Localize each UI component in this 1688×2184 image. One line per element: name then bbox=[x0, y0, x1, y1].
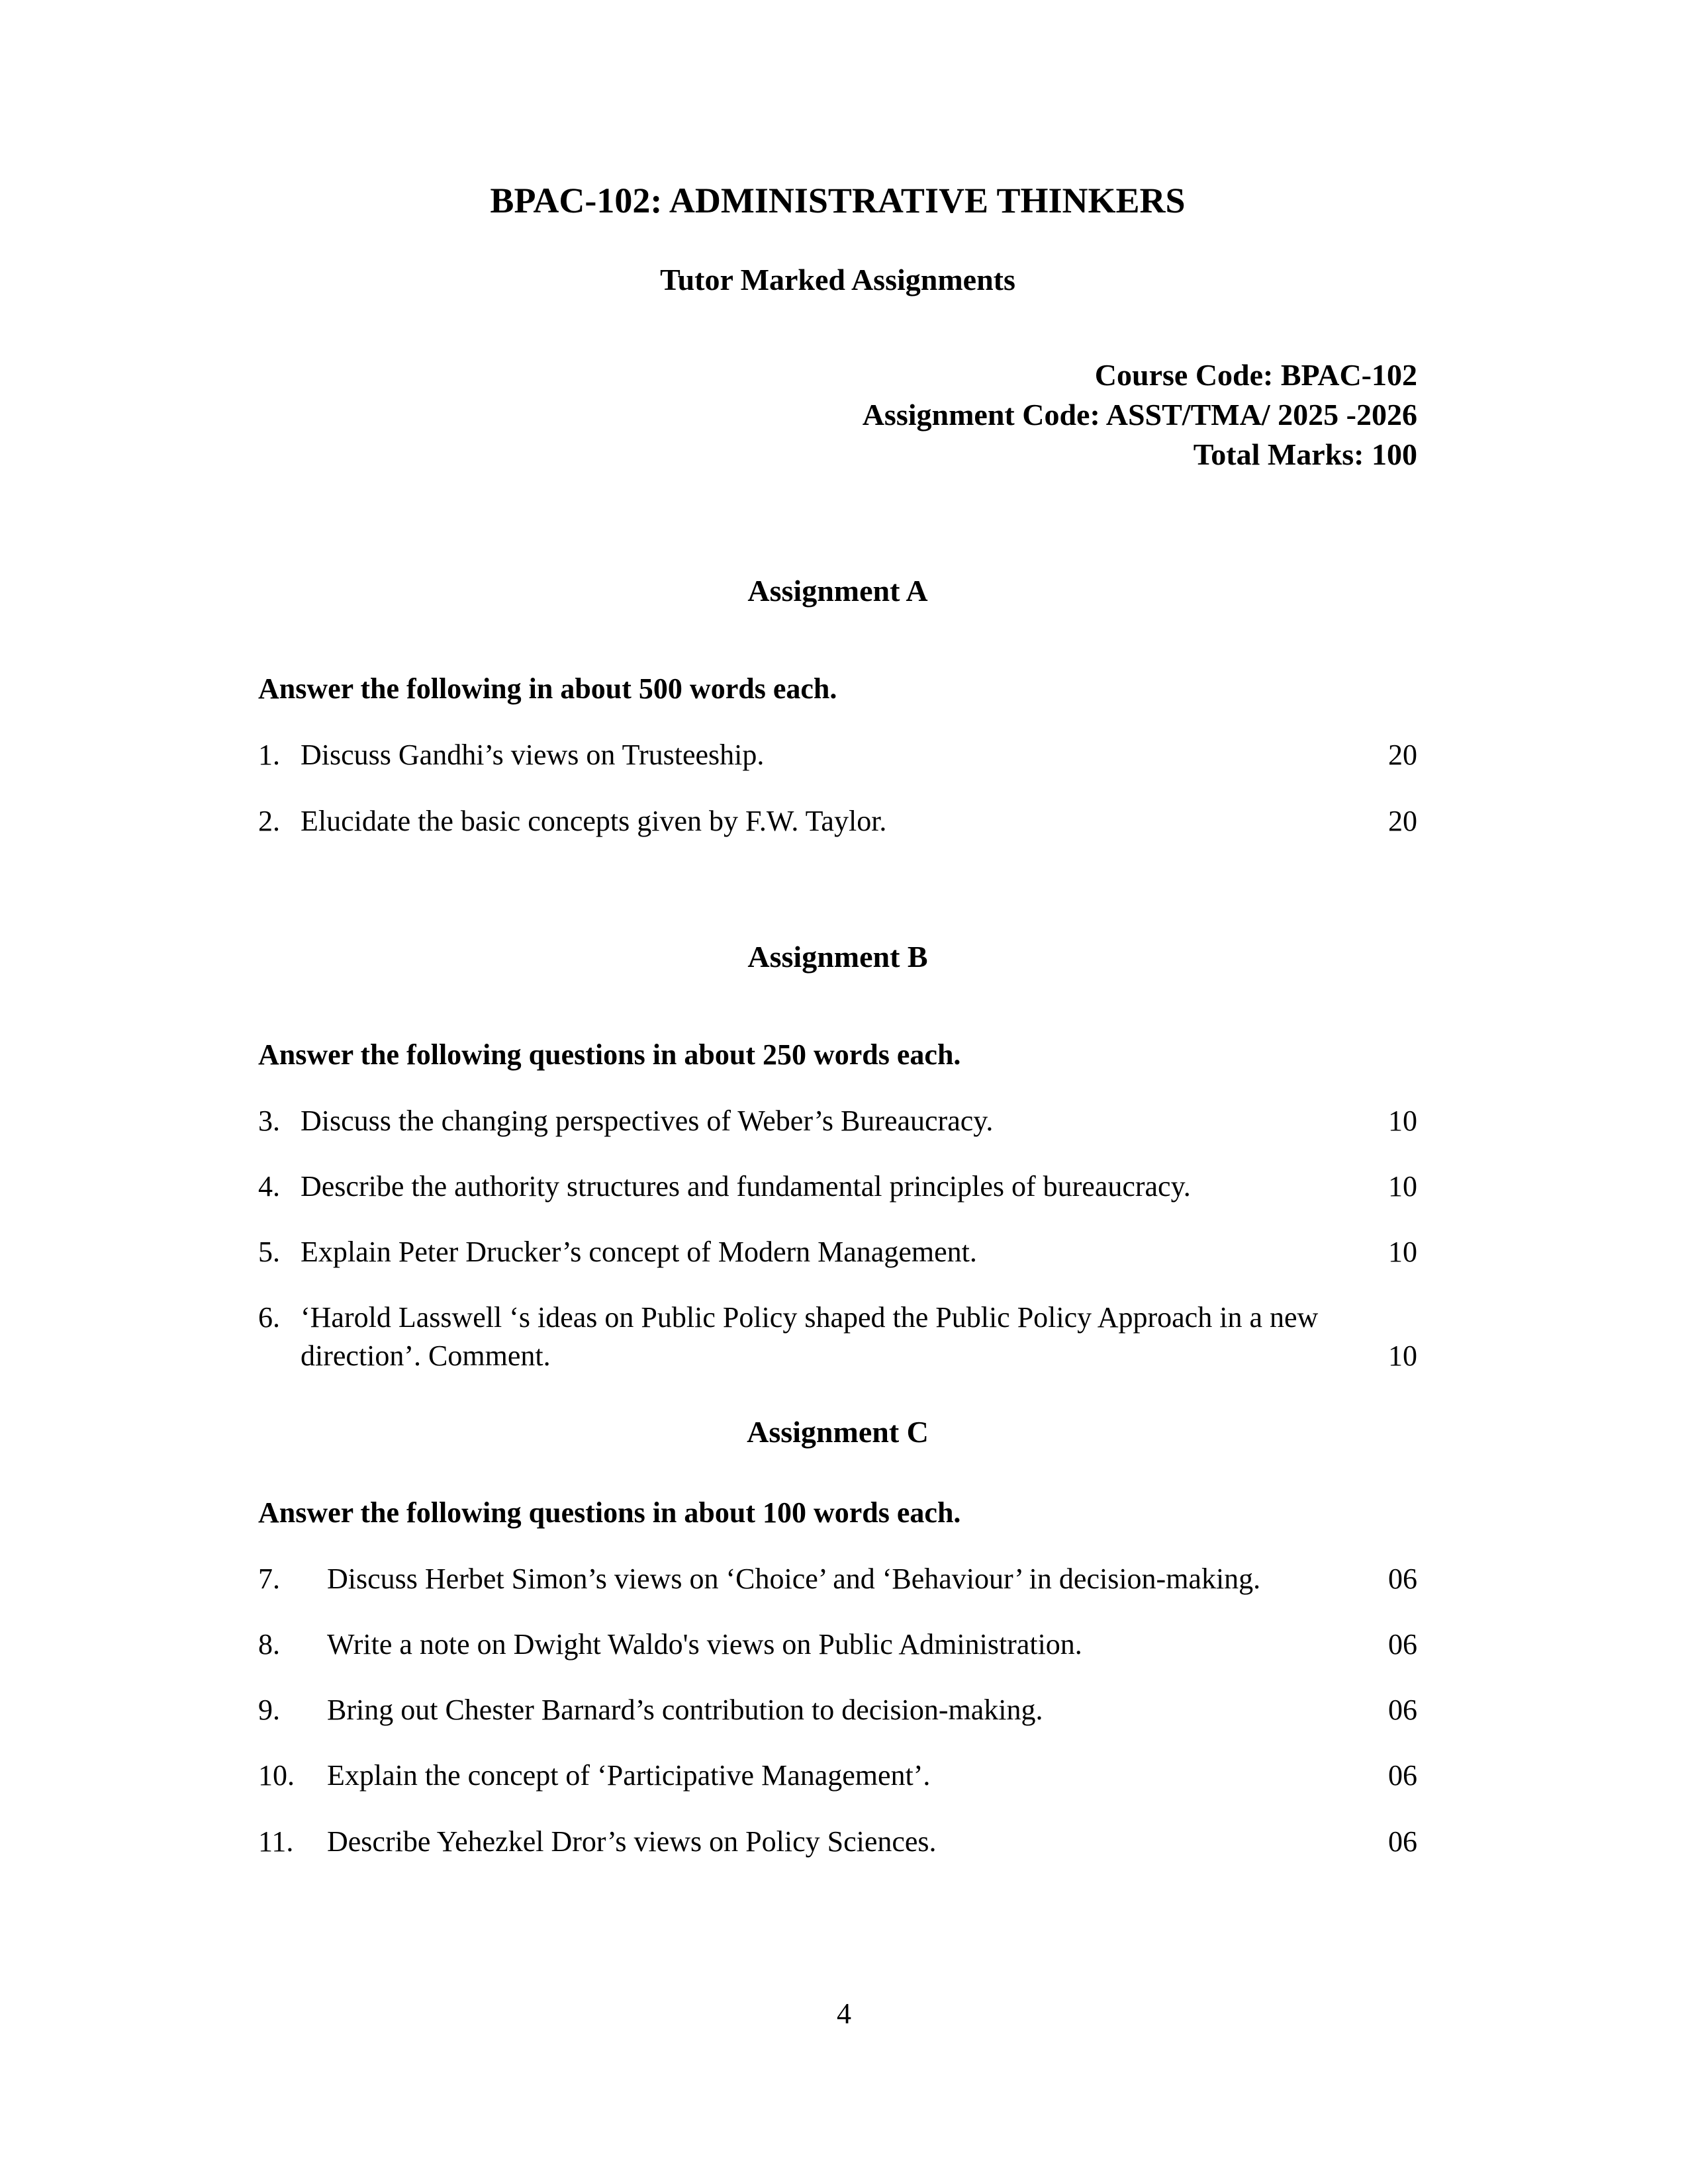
question-marks: 10 bbox=[1388, 1339, 1417, 1372]
meta-assignment-code: Assignment Code: ASST/TMA/ 2025 -2026 bbox=[862, 397, 1417, 432]
question-text: Discuss the changing perspectives of Weber’s Bureaucracy. bbox=[301, 1104, 994, 1137]
question-row bbox=[258, 1298, 1417, 1374]
question-row bbox=[258, 1102, 1417, 1140]
question-marks: 10 bbox=[1388, 1170, 1417, 1203]
section-heading-b: Assignment B bbox=[747, 939, 928, 974]
question-number: 3. bbox=[258, 1104, 280, 1137]
question-marks: 06 bbox=[1388, 1759, 1417, 1792]
question-number: 1. bbox=[258, 739, 280, 772]
meta-course-code: Course Code: BPAC-102 bbox=[1094, 358, 1417, 392]
question-row bbox=[258, 1233, 1417, 1271]
question-marks: 06 bbox=[1388, 1825, 1417, 1858]
page-number: 4 bbox=[837, 1997, 851, 2030]
question-number: 10. bbox=[258, 1759, 295, 1792]
document-subtitle: Tutor Marked Assignments bbox=[660, 263, 1015, 297]
question-row bbox=[258, 1756, 1417, 1794]
instruction-a: Answer the following in about 500 words each. bbox=[258, 672, 837, 705]
question-text: Discuss Gandhi’s views on Trusteeship. bbox=[301, 739, 765, 772]
question-text: Elucidate the basic concepts given by F.W. Taylor. bbox=[301, 804, 887, 837]
question-row bbox=[258, 1167, 1417, 1205]
question-number: 4. bbox=[258, 1170, 280, 1203]
question-number: 2. bbox=[258, 804, 280, 837]
question-marks: 06 bbox=[1388, 1627, 1417, 1661]
question-marks: 06 bbox=[1388, 1694, 1417, 1727]
question-text: Explain the concept of ‘Participative Management’. bbox=[327, 1759, 931, 1792]
question-row bbox=[258, 736, 1417, 774]
question-text: Explain Peter Drucker’s concept of Modern Management. bbox=[301, 1236, 977, 1269]
section-heading-c: Assignment C bbox=[747, 1414, 929, 1449]
question-marks: 20 bbox=[1388, 739, 1417, 772]
question-text: Describe the authority structures and fundamental principles of bureaucracy. bbox=[301, 1170, 1191, 1203]
question-number: 5. bbox=[258, 1236, 280, 1269]
document-title: BPAC-102: ADMINISTRATIVE THINKERS bbox=[490, 181, 1186, 220]
section-b-questions bbox=[258, 1102, 1417, 1375]
question-row bbox=[258, 1625, 1417, 1663]
question-number: 11. bbox=[258, 1825, 294, 1858]
question-text: Discuss Herbet Simon’s views on ‘Choice’ and ‘Behaviour’ in decision-making. bbox=[327, 1562, 1261, 1595]
question-text: Write a note on Dwight Waldo's views on Public Administration. bbox=[327, 1627, 1082, 1661]
section-c-questions bbox=[258, 1560, 1417, 1860]
question-row bbox=[258, 1560, 1417, 1598]
question-marks: 10 bbox=[1388, 1236, 1417, 1269]
question-row bbox=[258, 802, 1417, 840]
meta-total-marks: Total Marks: 100 bbox=[1193, 437, 1417, 471]
meta-block bbox=[258, 355, 1417, 474]
question-row bbox=[258, 1823, 1417, 1860]
question-marks: 06 bbox=[1388, 1562, 1417, 1595]
question-row bbox=[258, 1691, 1417, 1729]
question-marks: 20 bbox=[1388, 804, 1417, 837]
question-text: Describe Yehezkel Dror’s views on Policy Sciences. bbox=[327, 1825, 937, 1858]
question-text: Bring out Chester Barnard’s contribution to decision-making. bbox=[327, 1694, 1043, 1727]
question-number: 8. bbox=[258, 1627, 280, 1661]
question-number: 7. bbox=[258, 1562, 280, 1595]
question-number: 9. bbox=[258, 1694, 280, 1727]
section-a-questions bbox=[258, 736, 1417, 839]
instruction-b: Answer the following questions in about 250 words each. bbox=[258, 1038, 961, 1071]
question-text: ‘Harold Lasswell ‘s ideas on Public Policy shaped the Public Policy Approach in a new direction’. Comment. bbox=[301, 1301, 1319, 1372]
section-heading-a: Assignment A bbox=[747, 574, 928, 608]
instruction-c: Answer the following questions in about 100 words each. bbox=[258, 1496, 961, 1529]
question-marks: 10 bbox=[1388, 1104, 1417, 1137]
question-number: 6. bbox=[258, 1301, 280, 1334]
